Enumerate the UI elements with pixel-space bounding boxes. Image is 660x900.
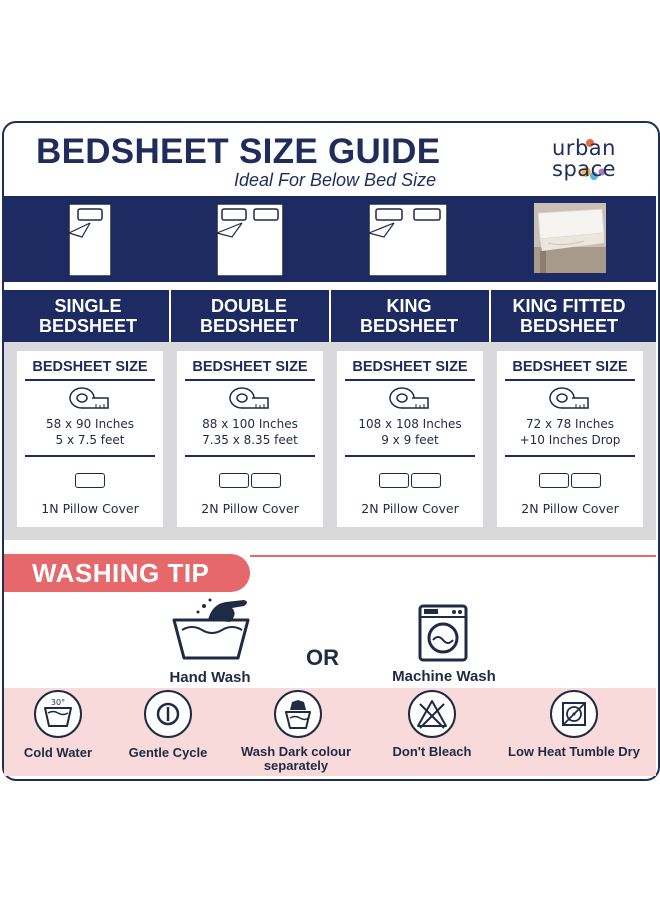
size-inches: 72 x 78 Inches	[525, 417, 615, 431]
divider	[345, 379, 475, 381]
page-title: BEDSHEET SIZE GUIDE	[36, 132, 441, 171]
machine-wash-label: Machine Wash	[392, 668, 496, 685]
size-label: BEDSHEET SIZE	[512, 359, 628, 375]
fitted-sheet-photo	[534, 203, 606, 273]
measuring-tape-icon	[228, 386, 272, 412]
column-heading-king	[334, 296, 484, 336]
size-card-single	[17, 351, 163, 527]
divider	[505, 379, 635, 381]
column-heading-line1: KING	[386, 296, 432, 316]
pillow-icon	[379, 473, 409, 488]
pillow-cover-count: 2N Pillow Cover	[201, 501, 299, 516]
column-heading-line1: DOUBLE	[211, 296, 287, 316]
size-feet: 7.35 x 8.35 feet	[202, 433, 298, 447]
divider	[345, 455, 475, 457]
column-divider	[489, 290, 491, 342]
size-inches: 108 x 108 Inches	[358, 417, 462, 431]
size-card-king-fitted	[497, 351, 643, 527]
size-feet: 5 x 7.5 feet	[55, 433, 125, 447]
column-heading-line2: BEDSHEET	[38, 316, 137, 336]
no-bleach-icon	[408, 690, 456, 738]
hand-wash-icon	[168, 596, 254, 662]
tip-label-no-bleach: Don't Bleach	[392, 744, 472, 759]
divider	[25, 455, 155, 457]
pillow-icons	[497, 473, 643, 492]
tip-label-line1: Wash Dark colour	[240, 744, 352, 759]
pillow-icons	[337, 473, 483, 492]
measuring-tape-icon	[68, 386, 112, 412]
size-drop: +10 Inches Drop	[519, 433, 621, 447]
size-label: BEDSHEET SIZE	[192, 359, 308, 375]
double-bed-icon	[216, 203, 284, 277]
pillow-icon	[571, 473, 601, 488]
divider	[185, 455, 315, 457]
page-subtitle: Ideal For Below Bed Size	[234, 170, 437, 190]
measuring-tape-icon	[388, 386, 432, 412]
measuring-tape-icon	[548, 386, 592, 412]
tip-label-tumble-dry: Low Heat Tumble Dry	[508, 744, 640, 759]
washing-tip-badge	[4, 554, 250, 592]
column-heading-line1: SINGLE	[54, 296, 122, 316]
divider	[505, 455, 635, 457]
size-feet: 9 x 9 feet	[381, 433, 439, 447]
gentle-cycle-icon	[144, 690, 192, 738]
logo-word-urban: urban	[552, 136, 616, 160]
pillow-icons	[177, 473, 323, 492]
hand-wash-label: Hand Wash	[169, 669, 251, 686]
tip-label-cold-water: Cold Water	[23, 745, 93, 760]
pillow-cover-count: 2N Pillow Cover	[521, 501, 619, 516]
or-separator: OR	[306, 645, 339, 670]
washing-machine-icon	[418, 604, 468, 662]
column-heading-line2: BEDSHEET	[359, 316, 458, 336]
cold-water-temp: 30°	[50, 698, 66, 707]
tip-label-gentle-cycle: Gentle Cycle	[128, 745, 208, 760]
pillow-cover-count: 1N Pillow Cover	[41, 501, 139, 516]
washing-tip-rule	[250, 555, 656, 557]
pillow-icon	[539, 473, 569, 488]
pillow-icons	[17, 473, 163, 492]
column-heading-line2: BEDSHEET	[199, 316, 298, 336]
cold-water-icon	[34, 690, 82, 738]
pillow-icon	[219, 473, 249, 488]
size-card-king	[337, 351, 483, 527]
size-label: BEDSHEET SIZE	[352, 359, 468, 375]
size-label: BEDSHEET SIZE	[32, 359, 148, 375]
wash-dark-separately-icon	[274, 690, 322, 738]
column-heading-double	[174, 296, 324, 336]
tip-label-wash-dark	[228, 745, 364, 773]
column-heading-single	[13, 296, 163, 336]
logo-word-space: space	[552, 157, 617, 181]
column-heading-line2: BEDSHEET	[519, 316, 618, 336]
column-divider	[329, 290, 331, 342]
pillow-icon	[75, 473, 105, 488]
pillow-cover-count: 2N Pillow Cover	[361, 501, 459, 516]
brand-logo	[550, 138, 640, 186]
king-bed-icon	[368, 203, 448, 277]
size-card-double	[177, 351, 323, 527]
pillow-icon	[411, 473, 441, 488]
divider	[185, 379, 315, 381]
column-heading-king-fitted	[494, 296, 644, 336]
divider	[25, 379, 155, 381]
washing-tip-title: WASHING TIP	[32, 558, 210, 588]
size-inches: 58 x 90 Inches	[45, 417, 135, 431]
low-heat-tumble-dry-icon	[550, 690, 598, 738]
single-bed-icon	[68, 203, 112, 277]
size-inches: 88 x 100 Inches	[202, 417, 298, 431]
column-divider	[169, 290, 171, 342]
tip-label-line2: separately	[263, 758, 329, 773]
column-heading-line1: KING FITTED	[512, 296, 626, 316]
pillow-icon	[251, 473, 281, 488]
